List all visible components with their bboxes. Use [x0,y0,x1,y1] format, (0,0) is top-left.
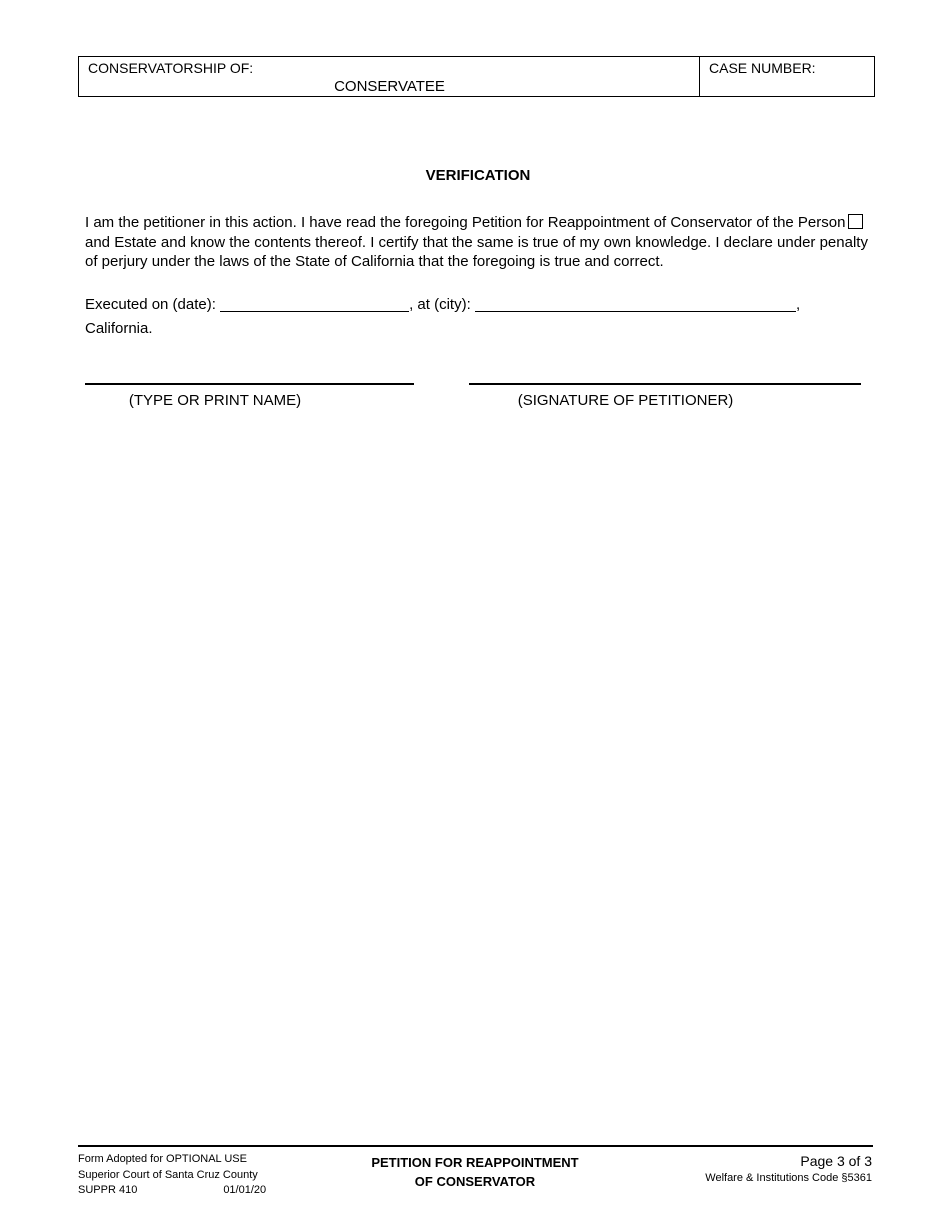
paragraph-text-1: I am the petitioner in this action. I have read the foregoing Petition for Reappointment of Conservator of the Person [85,214,846,231]
print-name-field[interactable] [85,383,414,385]
adopted-line: Form Adopted for OPTIONAL USE [78,1153,247,1165]
form-title-line1: PETITION FOR REAPPOINTMENT [371,1155,579,1170]
footer-left-block [78,1152,266,1199]
conservatorship-label: CONSERVATORSHIP OF: [88,60,254,76]
form-date: 01/01/20 [223,1184,267,1196]
form-id-row [78,1183,266,1199]
page-indicator: Page 3 of 3 [800,1153,872,1169]
form-title-line2: OF CONSERVATOR [414,1174,536,1189]
code-reference: Welfare & Institutions Code §5361 [705,1172,872,1184]
form-number: SUPPR 410 [78,1184,138,1196]
footer-form-title [340,1153,610,1191]
print-name-label: (TYPE OR PRINT NAME) [128,392,302,409]
paragraph-text-2: and Estate and know the contents thereof. I certify that the same is true of my own knowledge. I declare under penalty of perjury under the laws of the State of California that the foregoing is true and correct. [85,233,868,270]
city-label: , at (city): [409,296,471,313]
verification-title: VERIFICATION [425,167,531,184]
conservatorship-cell [79,57,700,96]
caption-header-box [78,56,875,97]
trailing-comma: , [795,296,801,313]
footer-right-block [705,1153,872,1186]
signature-label: (SIGNATURE OF PETITIONER) [517,392,734,409]
signature-field[interactable] [469,383,861,385]
executed-line [85,296,800,313]
date-field[interactable] [220,297,409,312]
executed-date-label: Executed on (date): [85,296,216,313]
court-line: Superior Court of Santa Cruz County [78,1168,258,1181]
person-checkbox[interactable] [848,214,863,229]
verification-paragraph [85,213,875,272]
case-number-label: CASE NUMBER: [709,60,816,76]
state-line: California. [85,320,153,337]
city-field[interactable] [475,297,796,312]
footer-divider [78,1145,873,1147]
conservatee-label: CONSERVATEE [334,78,445,95]
